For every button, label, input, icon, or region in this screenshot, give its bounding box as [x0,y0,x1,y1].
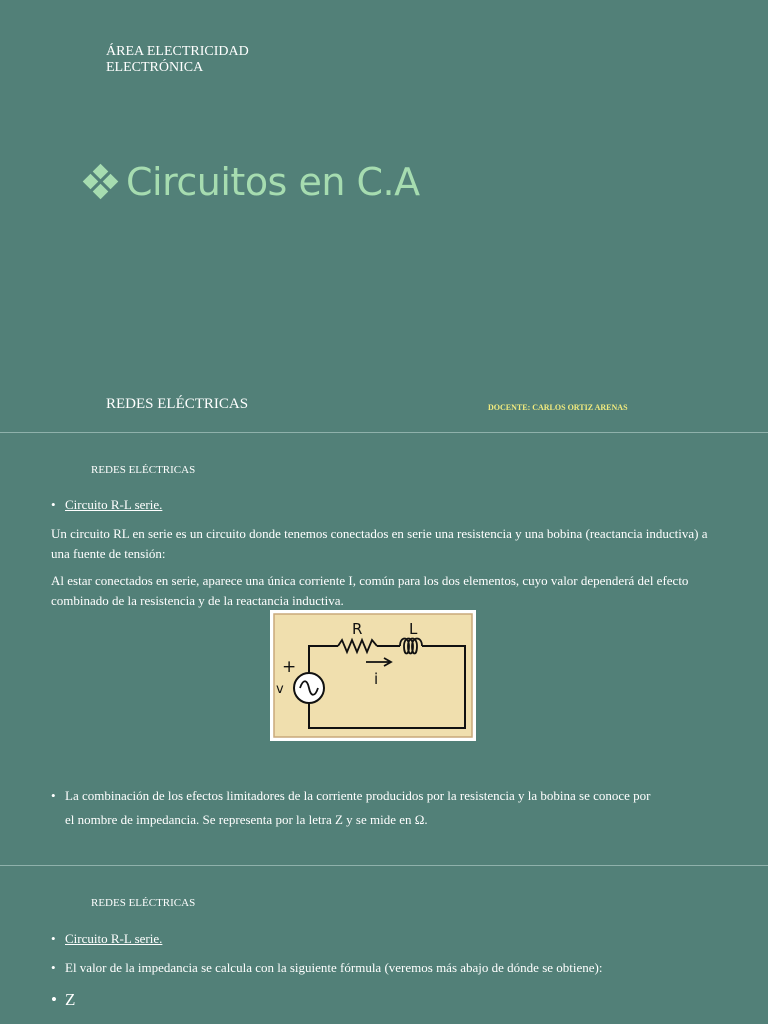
formula-intro: El valor de la impedancia se calcula con la siguiente fórmula (veremos más abajo de dónde se obtiene): [65,960,603,975]
section-link[interactable]: Circuito R-L serie. [65,497,163,512]
bullet-icon: • [51,931,56,946]
rl-circuit-diagram [270,610,476,741]
course-name: REDES ELÉCTRICAS [106,396,249,412]
label-r: R [352,620,363,638]
department-line-2: ELECTRÓNICA [106,60,204,75]
impedance-text-line-2: el nombre de impedancia. Se representa por la letra Z y se mide en Ω. [65,812,428,827]
list-item [51,788,651,828]
bullet-icon: • [51,990,57,1009]
teacher-name: DOCENTE: CARLOS ORTIZ ARENAS [488,403,628,412]
content-slide-2 [0,866,768,1024]
paragraph-current: Al estar conectados en serie, aparece una única corriente I, común para los dos elementos, cuyo valor dependerá del efecto combinado de la resistencia y de la reactancia inductiva. [51,573,689,608]
list-item [51,960,603,976]
label-v: v [276,682,284,697]
section-link[interactable]: Circuito R-L serie. [65,931,163,946]
label-plus: + [282,657,297,677]
bullet-icon: • [51,788,56,803]
slide-header: REDES ELÉCTRICAS [91,464,196,476]
list-item [51,990,75,1010]
content-slide-1 [0,433,768,865]
bullet-icon: • [51,497,56,512]
list-item [51,497,162,513]
impedance-text-line-1: La combinación de los efectos limitadores de la corriente producidos por la resistencia y la bobina se conoce por [65,788,651,803]
department-label [106,44,249,76]
list-item [51,931,162,947]
slide-title: Circuitos en C.A [126,160,420,204]
slide-title-row [82,160,420,204]
slide-header: REDES ELÉCTRICAS [91,897,196,909]
department-line-1: ÁREA ELECTRICIDAD [106,44,249,59]
label-l: L [409,620,418,638]
bullet-icon: • [51,960,56,975]
paragraph-intro: Un circuito RL en serie es un circuito donde tenemos conectados en serie una resistencia y una bobina (reactancia inductiva) a una fuente de tensión: [51,526,708,561]
formula-symbol: Z [65,990,76,1009]
title-slide [0,0,768,432]
diamond-cluster-icon [82,163,120,201]
label-i: i [374,670,379,688]
rl-circuit-svg [270,610,476,741]
